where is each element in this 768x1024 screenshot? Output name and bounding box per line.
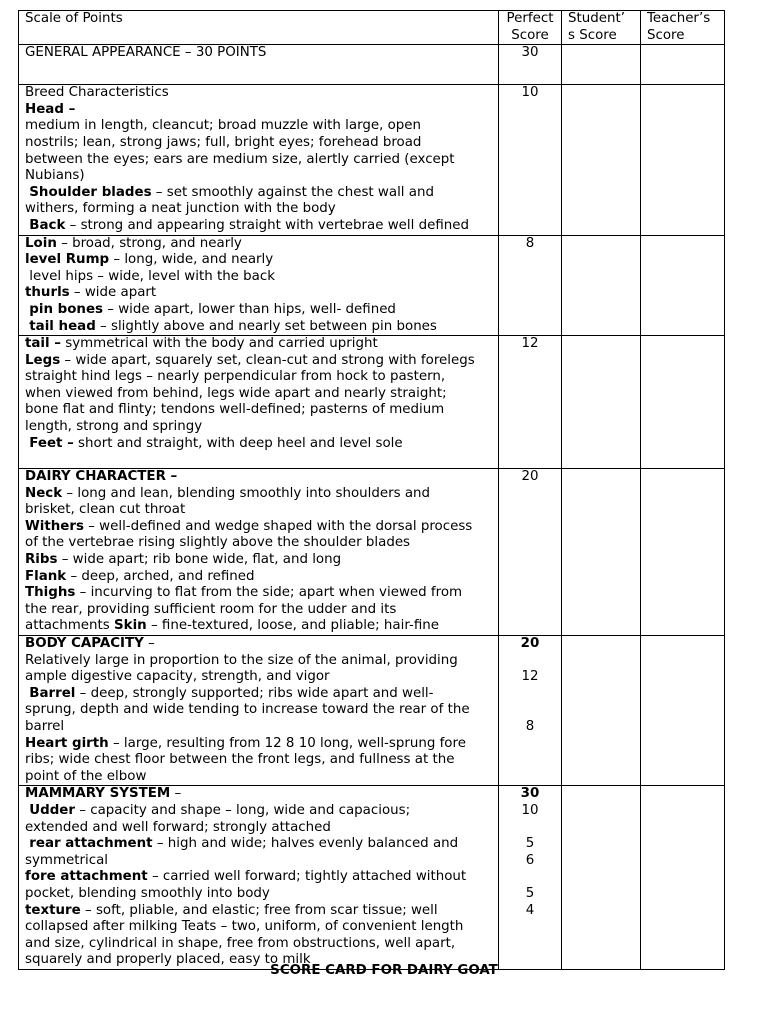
mammary-system-text: MAMMARY SYSTEM – Udder – capacity and shape – long, wide and capacious; extended and well forward; strongly attached rear attachment – high and wide; halves evenly balanced and symmetrical fore attachment – carried well forward; tightly attached without pocket, blending smoothly into body texture – soft, pliable, and elastic; free from scar tissue; well collapsed after milking Teats – two, uniform, of convenient length and size, cylindrical in shape, free from obstructions, well apart, squarely and properly placed, easy to milk (19, 786, 499, 970)
header-perfect-score: Perfect Score (499, 11, 562, 45)
dairy-perfect-score: 20 (499, 469, 562, 636)
tail-legs-text: tail – symmetrical with the body and carried upright Legs – wide apart, squarely set, clean-cut and strong with forelegs straight hind legs – nearly perpendicular from hock to pastern, when viewed from behind, legs wide apart and nearly straight; bone flat and flinty; tendons well-defined; pasterns of medium length, strong and springy Feet – short and straight, with deep heel and level sole (19, 336, 499, 469)
breed-student-score-cell[interactable] (562, 85, 641, 235)
legs-perfect-score: 12 (499, 336, 562, 469)
header-teacher-score: Teacher’s Score (641, 11, 725, 45)
loin-rump-text: Loin – broad, strong, and nearly level Rump – long, wide, and nearly level hips – wide, level with the back thurls – wide apart pin bones – wide apart, lower than hips, well- defined tail head – slightly above and nearly set between pin bones (19, 235, 499, 336)
header-scale: Scale of Points (19, 11, 499, 45)
general-teacher-score-cell[interactable] (641, 45, 725, 85)
dairy-student-score-cell[interactable] (562, 469, 641, 636)
loin-teacher-score-cell[interactable] (641, 235, 725, 336)
row-mammary-system (19, 786, 725, 970)
row-loin-rump (19, 235, 725, 336)
general-perfect-score: 30 (499, 45, 562, 85)
row-tail-legs (19, 336, 725, 469)
body-student-score-cell[interactable] (562, 636, 641, 786)
mammary-teacher-score-cell[interactable] (641, 786, 725, 970)
body-teacher-score-cell[interactable] (641, 636, 725, 786)
body-perfect-score: 20 12 8 (499, 636, 562, 786)
general-appearance-text: GENERAL APPEARANCE – 30 POINTS (19, 45, 499, 85)
header-student-score: Student’ s Score (562, 11, 641, 45)
general-student-score-cell[interactable] (562, 45, 641, 85)
dairy-teacher-score-cell[interactable] (641, 469, 725, 636)
score-card-caption: SCORE CARD FOR DAIRY GOAT (270, 963, 498, 978)
legs-teacher-score-cell[interactable] (641, 336, 725, 469)
dairy-character-text: DAIRY CHARACTER – Neck – long and lean, blending smoothly into shoulders and brisket, clean cut throat Withers – well-defined and wedge shaped with the dorsal process of the vertebrae rising slightly above the shoulder blades Ribs – wide apart; rib bone wide, flat, and long Flank – deep, arched, and refined Thighs – incurving to flat from the side; apart when viewed from the rear, providing sufficient room for the udder and its attachments Skin – fine-textured, loose, and pliable; hair-fine (19, 469, 499, 636)
row-body-capacity (19, 636, 725, 786)
header-row (19, 11, 725, 45)
row-breed-characteristics (19, 85, 725, 235)
legs-student-score-cell[interactable] (562, 336, 641, 469)
mammary-perfect-score: 30 10 5 6 5 4 (499, 786, 562, 970)
row-general-appearance (19, 45, 725, 85)
row-dairy-character (19, 469, 725, 636)
breed-characteristics-text: Breed Characteristics Head – medium in length, cleancut; broad muzzle with large, open nostrils; lean, strong jaws; full, bright eyes; forehead broad between the eyes; ears are medium size, alertly carried (except Nubians) Shoulder blades – set smoothly against the chest wall and withers, forming a neat junction with the body Back – strong and appearing straight with vertebrae well defined (19, 85, 499, 235)
breed-teacher-score-cell[interactable] (641, 85, 725, 235)
score-card-table (18, 10, 725, 970)
loin-perfect-score: 8 (499, 235, 562, 336)
breed-perfect-score: 10 (499, 85, 562, 235)
body-capacity-text: BODY CAPACITY – Relatively large in proportion to the size of the animal, providing ample digestive capacity, strength, and vigor Barrel – deep, strongly supported; ribs wide apart and well- sprung, depth and wide tending to increase toward the rear of the barrel Heart girth – large, resulting from 12 8 10 long, well-sprung fore ribs; wide chest floor between the front legs, and fullness at the point of the elbow (19, 636, 499, 786)
loin-student-score-cell[interactable] (562, 235, 641, 336)
mammary-student-score-cell[interactable] (562, 786, 641, 970)
